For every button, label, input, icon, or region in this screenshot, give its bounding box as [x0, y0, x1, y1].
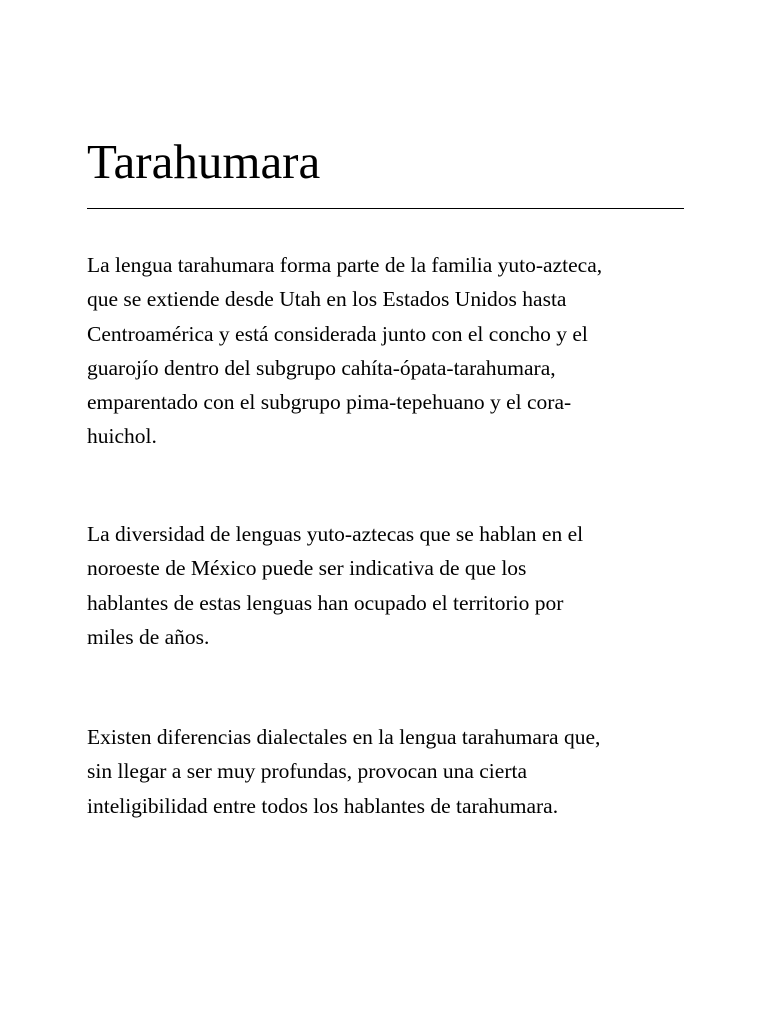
paragraph-line: huichol. [87, 424, 157, 449]
title-divider [87, 208, 684, 209]
page-title: Tarahumara [87, 134, 321, 189]
paragraph-line: Centroamérica y está considerada junto con el concho y el [87, 321, 588, 346]
paragraph-line: que se extiende desde Utah en los Estados Unidos hasta [87, 287, 567, 312]
paragraph-3 [87, 720, 687, 823]
paragraph-line: hablantes de estas lenguas han ocupado el territorio por [87, 590, 564, 615]
paragraph-line: miles de años. [87, 624, 210, 649]
paragraph-line: Existen diferencias dialectales en la lengua tarahumara que, [87, 725, 601, 749]
paragraph-1 [87, 248, 687, 454]
paragraph-line: guarojío dentro del subgrupo cahíta-ópata-tarahumara, [87, 355, 556, 380]
paragraph-line: La lengua tarahumara forma parte de la familia yuto-azteca, [87, 253, 603, 277]
paragraph-line: sin llegar a ser muy profundas, provocan una cierta [87, 759, 527, 784]
paragraph-line: emparentado con el subgrupo pima-tepehuano y el cora- [87, 390, 572, 415]
paragraph-line: La diversidad de lenguas yuto-aztecas que se hablan en el [87, 522, 584, 546]
paragraph-line: inteligibilidad entre todos los hablantes de tarahumara. [87, 793, 559, 818]
paragraph-line: noroeste de México puede ser indicativa de que los [87, 556, 527, 581]
paragraph-2 [87, 517, 687, 654]
